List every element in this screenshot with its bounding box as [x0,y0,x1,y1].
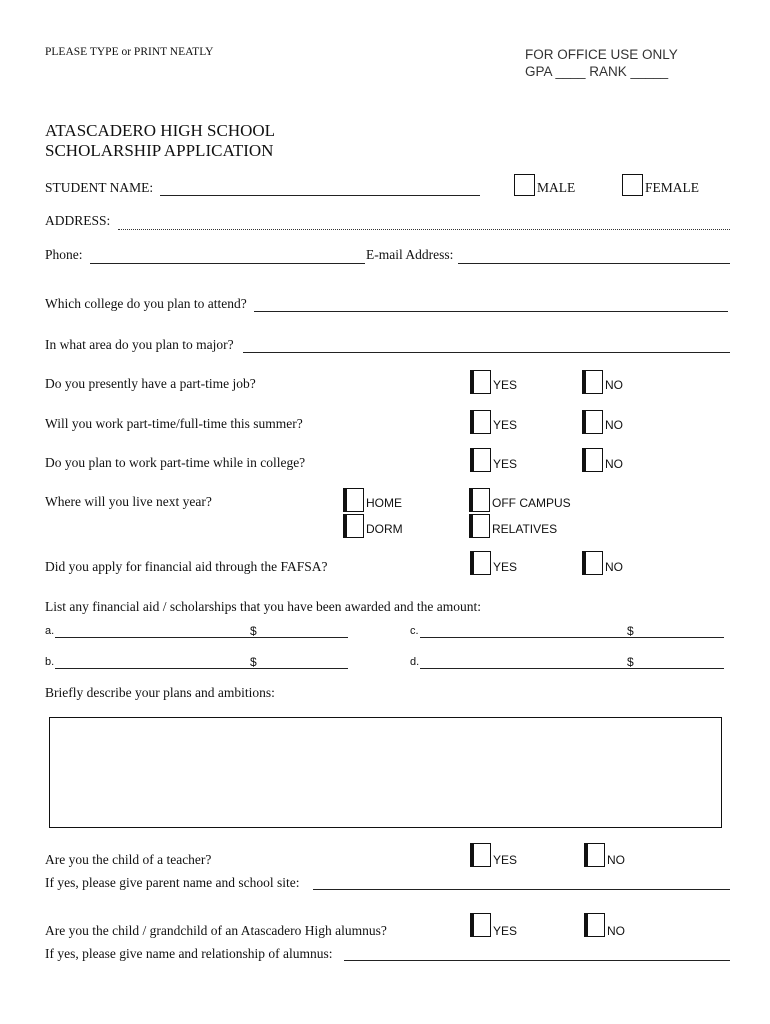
alumnus-followup: If yes, please give name and relationship of alumnus: [45,946,333,961]
fafsa-yes-label: YES [493,560,518,574]
college-work-yes-label: YES [493,457,518,471]
aid-b-dollar: $ [250,655,257,669]
plans-prompt: Briefly describe your plans and ambitions: [45,685,275,700]
office-use-fields: GPA ____ RANK _____ [525,64,669,79]
aid-a-label: a. [45,625,55,637]
aid-a-dollar: $ [250,624,257,638]
summer-work-question: Will you work part-time/full-time this summer? [45,416,303,431]
female-label: FEMALE [645,180,699,195]
major-label: In what area do you plan to major? [45,337,234,352]
aid-c-dollar: $ [627,624,634,638]
summer-work-no-label: NO [605,418,623,432]
male-label: MALE [537,180,576,195]
college-work-no-label: NO [605,457,623,471]
email-field[interactable] [458,263,730,264]
aid-d-label: d. [410,656,420,668]
part-time-job-question: Do you presently have a part-time job? [45,376,256,391]
home-label: HOME [366,496,402,510]
aid-a-name-field[interactable] [55,637,348,638]
part-time-job-no-checkbox[interactable] [582,370,603,394]
plans-textarea[interactable] [49,717,722,828]
college-work-no-checkbox[interactable] [582,448,603,472]
relatives-checkbox[interactable] [469,514,490,538]
phone-field[interactable] [90,263,365,264]
part-time-job-no-label: NO [605,378,623,392]
aid-c-name-field[interactable] [420,637,724,638]
teacher-question: Are you the child of a teacher? [45,852,212,867]
off-campus-checkbox[interactable] [469,488,490,512]
live-next-year-question: Where will you live next year? [45,494,212,509]
college-field[interactable] [254,311,728,312]
relatives-label: RELATIVES [492,522,558,536]
male-checkbox[interactable] [514,174,535,196]
aid-c-label: c. [410,625,419,637]
teacher-no-checkbox[interactable] [584,843,605,867]
teacher-no-label: NO [607,853,625,867]
address-field[interactable] [118,229,730,230]
print-instruction: PLEASE TYPE or PRINT NEATLY [45,46,214,58]
off-campus-label: OFF CAMPUS [492,496,571,510]
teacher-yes-label: YES [493,853,518,867]
application-title: SCHOLARSHIP APPLICATION [45,141,274,160]
address-label: ADDRESS: [45,213,111,228]
home-checkbox[interactable] [343,488,364,512]
alumnus-question: Are you the child / grandchild of an Atascadero High alumnus? [45,923,387,938]
college-work-question: Do you plan to work part-time while in college? [45,455,306,470]
college-work-yes-checkbox[interactable] [470,448,491,472]
teacher-parent-field[interactable] [313,889,730,890]
fafsa-yes-checkbox[interactable] [470,551,491,575]
teacher-followup: If yes, please give parent name and school site: [45,875,300,890]
phone-label: Phone: [45,247,83,262]
alumnus-yes-checkbox[interactable] [470,913,491,937]
school-title: ATASCADERO HIGH SCHOOL [45,121,276,140]
dorm-label: DORM [366,522,403,536]
summer-work-no-checkbox[interactable] [582,410,603,434]
financial-aid-prompt: List any financial aid / scholarships that you have been awarded and the amount: [45,599,481,614]
female-checkbox[interactable] [622,174,643,196]
aid-b-name-field[interactable] [55,668,348,669]
aid-b-label: b. [45,656,55,668]
student-name-field[interactable] [160,195,480,196]
fafsa-question: Did you apply for financial aid through the FAFSA? [45,559,328,574]
college-label: Which college do you plan to attend? [45,296,247,311]
student-name-label: STUDENT NAME: [45,180,154,195]
summer-work-yes-label: YES [493,418,518,432]
teacher-yes-checkbox[interactable] [470,843,491,867]
fafsa-no-label: NO [605,560,623,574]
alumnus-name-field[interactable] [344,960,730,961]
part-time-job-yes-checkbox[interactable] [470,370,491,394]
alumnus-no-label: NO [607,924,625,938]
part-time-job-yes-label: YES [493,378,518,392]
alumnus-yes-label: YES [493,924,518,938]
summer-work-yes-checkbox[interactable] [470,410,491,434]
email-label: E-mail Address: [366,247,454,262]
aid-d-name-field[interactable] [420,668,724,669]
dorm-checkbox[interactable] [343,514,364,538]
fafsa-no-checkbox[interactable] [582,551,603,575]
aid-d-dollar: $ [627,655,634,669]
office-use-title: FOR OFFICE USE ONLY [525,47,678,62]
alumnus-no-checkbox[interactable] [584,913,605,937]
major-field[interactable] [243,352,730,353]
